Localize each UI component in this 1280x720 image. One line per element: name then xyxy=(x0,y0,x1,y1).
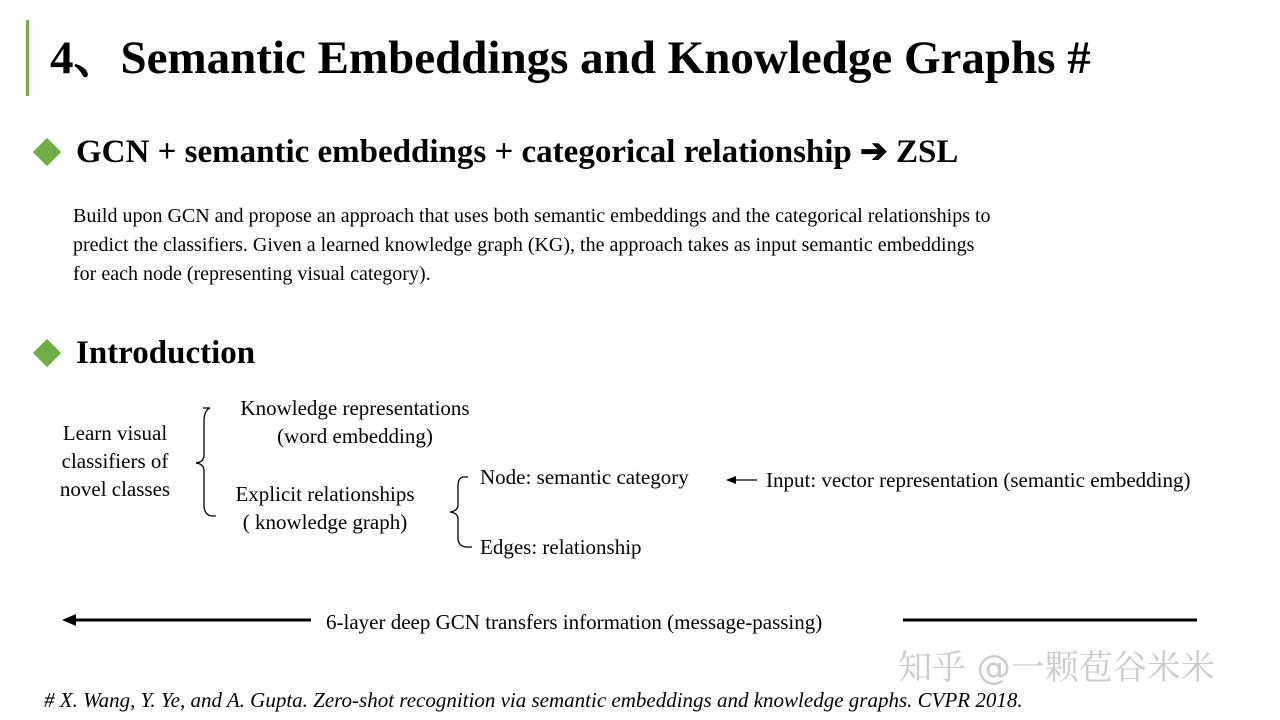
paragraph-line: predict the classifiers. Given a learned knowledge graph (KG), the approach takes as input semantic embeddings xyxy=(73,234,975,256)
root-bracket xyxy=(196,408,216,516)
branch-line: Knowledge representations xyxy=(240,396,470,420)
diagram-branch-relationships xyxy=(214,480,436,536)
branch-line: (word embedding) xyxy=(277,424,433,448)
footnote-citation: # X. Wang, Y. Ye, and A. Gupta. Zero-shot recognition via semantic embeddings and knowledge graphs. CVPR 2018. xyxy=(44,688,1023,712)
diagram-gcn-label: 6-layer deep GCN transfers information (message-passing) xyxy=(326,610,823,634)
diagram-root xyxy=(40,419,190,503)
branch-line: ( knowledge graph) xyxy=(242,510,408,534)
root-line: classifiers of xyxy=(61,449,169,473)
paragraph-line: for each node (representing visual category). xyxy=(73,263,431,285)
section-heading-gcn: GCN + semantic embeddings + categorical relationship ➔ ZSL xyxy=(76,134,959,170)
watermark: 知乎 @一颗苞谷米米 xyxy=(898,648,1215,688)
root-line: novel classes xyxy=(59,477,171,501)
diagram-input-label: Input: vector representation (semantic embedding) xyxy=(766,468,1191,492)
input-arrow-head xyxy=(726,476,736,484)
section-heading-introduction: Introduction xyxy=(76,335,256,371)
diagram-edges-label: Edges: relationship xyxy=(480,535,642,559)
gcn-arrow-head xyxy=(62,614,76,626)
root-line: Learn visual xyxy=(62,421,168,445)
graph-bracket xyxy=(450,477,472,547)
diagram-node-label: Node: semantic category xyxy=(480,465,689,489)
slide-title: 4、Semantic Embeddings and Knowledge Graphs # xyxy=(50,32,1091,84)
branch-line: Explicit relationships xyxy=(235,482,415,506)
paragraph-line: Build upon GCN and propose an approach that uses both semantic embeddings and the categorical relationships to xyxy=(73,205,991,227)
diagram-branch-knowledge xyxy=(214,394,496,450)
